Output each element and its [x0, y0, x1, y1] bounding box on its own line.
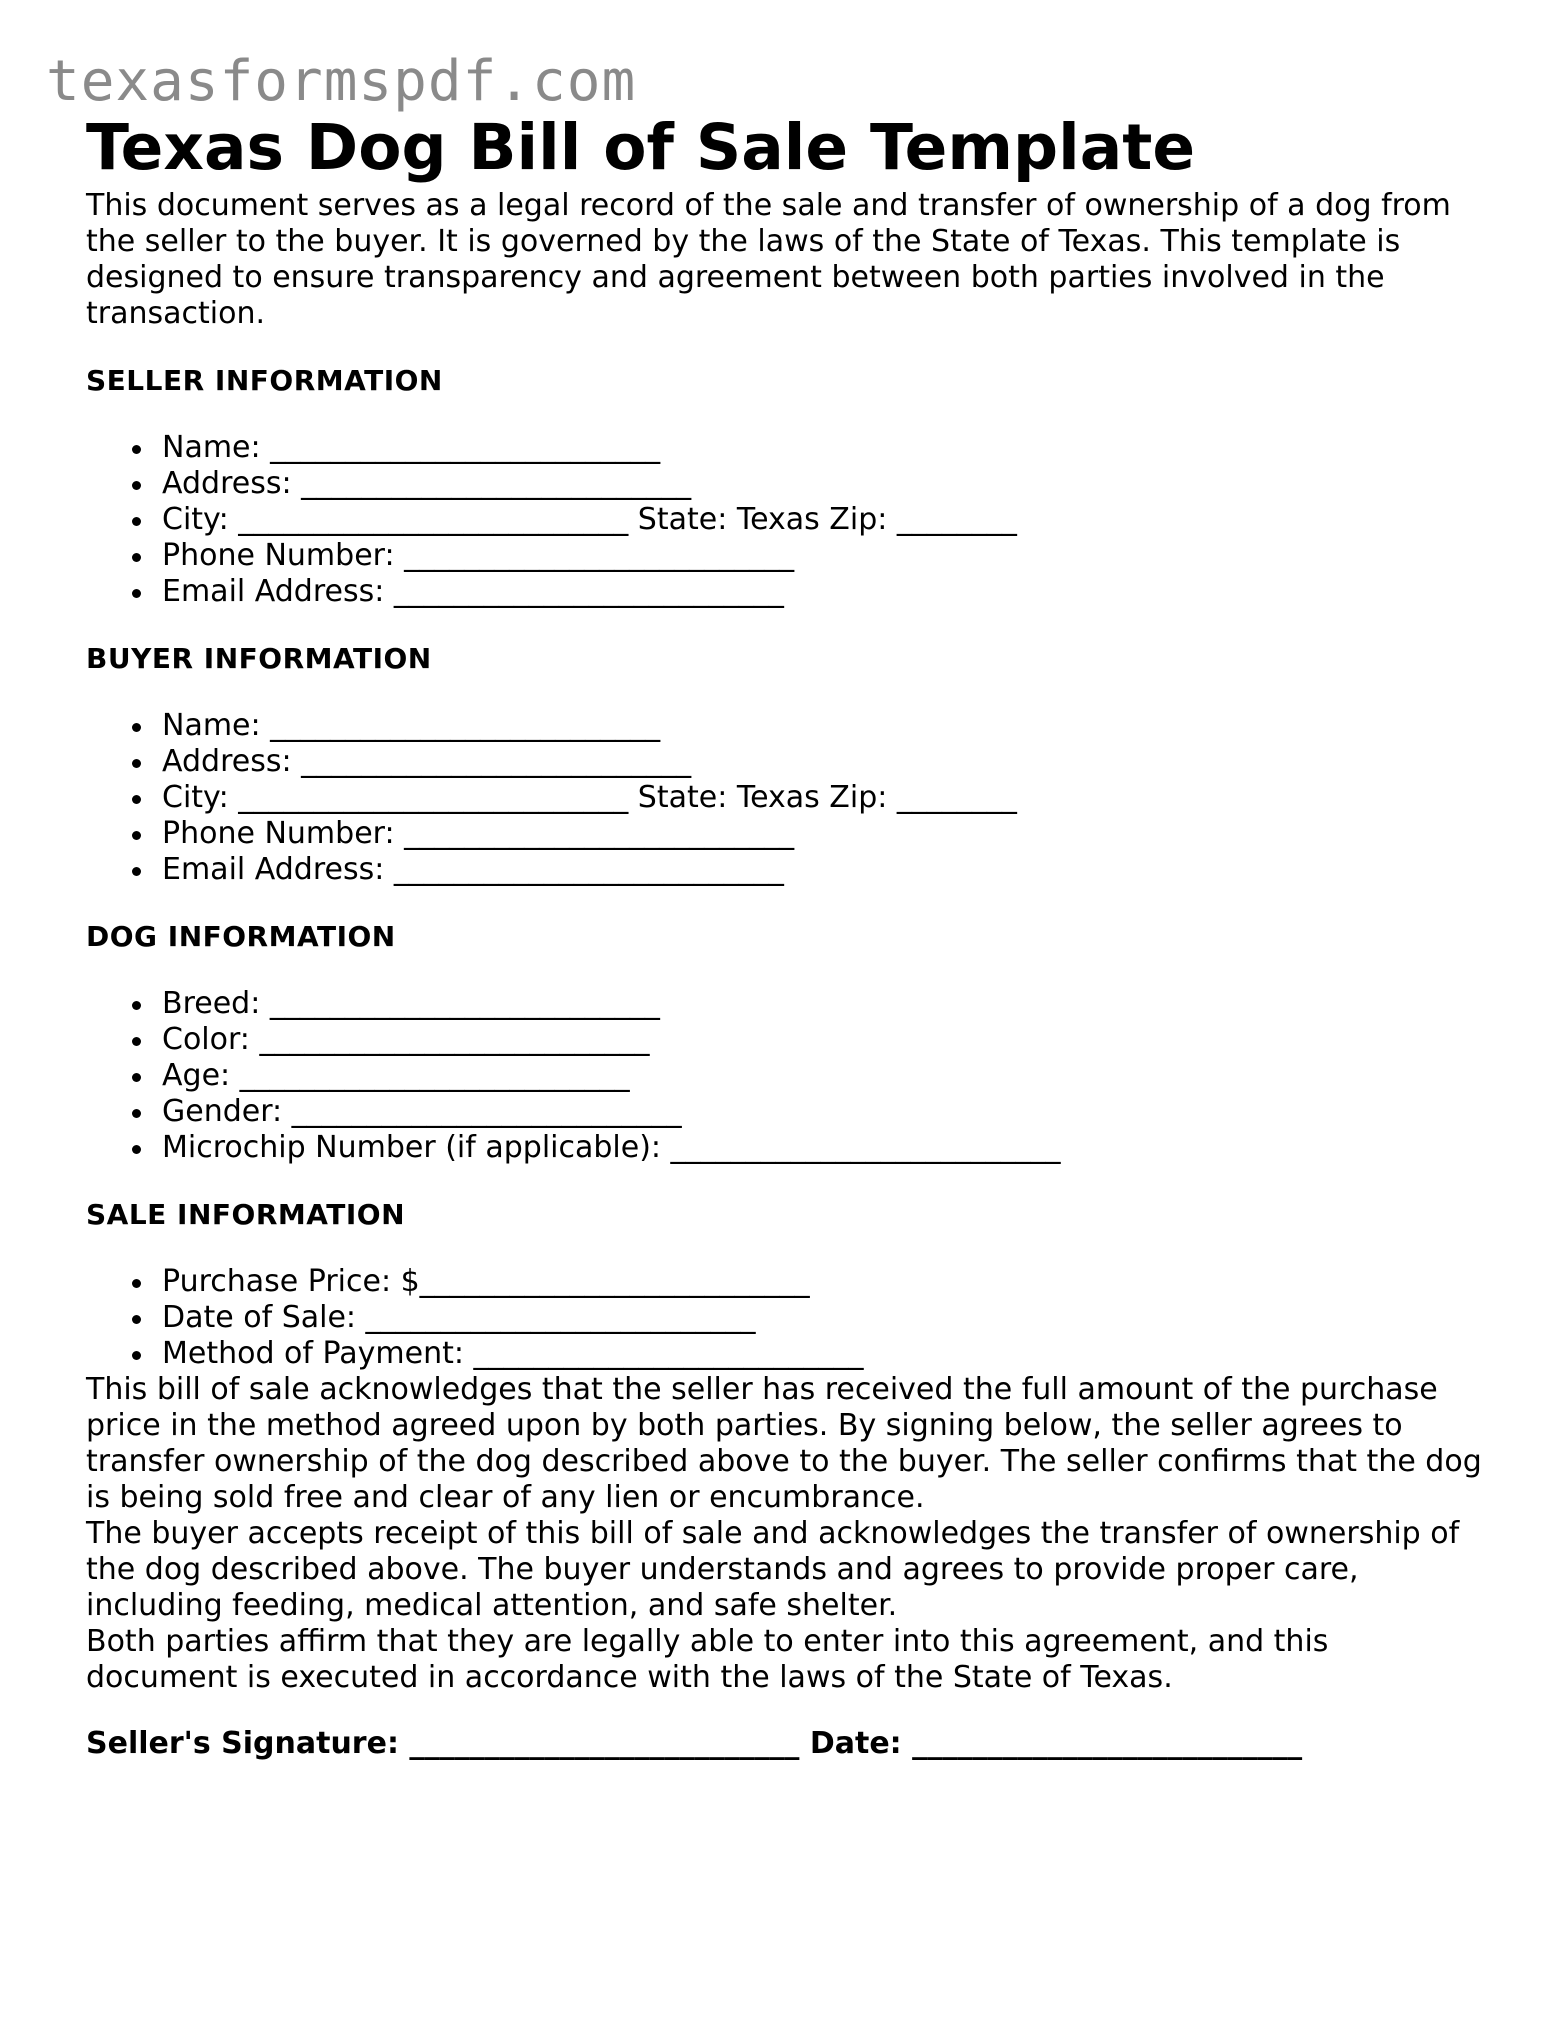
buyer-email-field[interactable]: Email Address: __________________________ — [162, 852, 1486, 888]
dog-age-field[interactable]: Age: __________________________ — [162, 1058, 1486, 1094]
payment-method-field[interactable]: Method of Payment: __________________________ — [162, 1336, 1486, 1372]
page-title: Texas Dog Bill of Sale Template — [86, 111, 1196, 184]
buyer-fields — [86, 708, 1486, 888]
seller-fields — [86, 430, 1486, 610]
dog-color-field[interactable]: Color: __________________________ — [162, 1022, 1486, 1058]
seller-email-field[interactable]: Email Address: __________________________ — [162, 574, 1486, 610]
dog-microchip-field[interactable]: Microchip Number (if applicable): __________________________ — [162, 1130, 1486, 1166]
seller-heading: SELLER INFORMATION — [86, 364, 443, 397]
seller-phone-field[interactable]: Phone Number: __________________________ — [162, 538, 1486, 574]
seller-city-field[interactable]: City: __________________________ State: Texas Zip: ________ — [162, 502, 1486, 538]
purchase-price-field[interactable]: Purchase Price: $__________________________ — [162, 1264, 1486, 1300]
sale-heading: SALE INFORMATION — [86, 1198, 406, 1231]
buyer-heading: BUYER INFORMATION — [86, 642, 432, 675]
buyer-address-field[interactable]: Address: __________________________ — [162, 744, 1486, 780]
seller-address-field[interactable]: Address: __________________________ — [162, 466, 1486, 502]
buyer-phone-field[interactable]: Phone Number: __________________________ — [162, 816, 1486, 852]
dog-gender-field[interactable]: Gender: __________________________ — [162, 1094, 1486, 1130]
dog-heading: DOG INFORMATION — [86, 920, 396, 953]
seller-name-field[interactable]: Name: __________________________ — [162, 430, 1486, 466]
intro-paragraph: This document serves as a legal record of the sale and transfer of ownership of a dog from the seller to the buyer. It is governed by the laws of the State of Texas. This template is designed to ensure transparency and agreement between both parties involved in the transaction. — [86, 188, 1451, 331]
date-of-sale-field[interactable]: Date of Sale: __________________________ — [162, 1300, 1486, 1336]
document-page — [86, 108, 1486, 1762]
affirmation-paragraph: Both parties affirm that they are legally able to enter into this agreement, and this document is executed in accordance with the laws of the State of Texas. — [86, 1624, 1329, 1695]
watermark: texasformspdf.com — [46, 49, 637, 114]
sale-fields — [86, 1264, 1486, 1372]
acknowledgment-paragraph: This bill of sale acknowledges that the seller has received the full amount of the purchase price in the method agreed upon by both parties. By signing below, the seller agrees to transfer ownership of the dog described above to the buyer. The seller confirms that the dog is being sold free and clear of any lien or encumbrance. — [86, 1372, 1482, 1515]
dog-breed-field[interactable]: Breed: __________________________ — [162, 986, 1486, 1022]
seller-signature-line[interactable]: Seller's Signature: __________________________ Date: __________________________ — [86, 1726, 1303, 1761]
dog-fields — [86, 986, 1486, 1166]
buyer-city-field[interactable]: City: __________________________ State: Texas Zip: ________ — [162, 780, 1486, 816]
buyer-acceptance-paragraph: The buyer accepts receipt of this bill of sale and acknowledges the transfer of ownership of the dog described above. The buyer understands and agrees to provide proper care, including feeding, medical attention, and safe shelter. — [86, 1516, 1460, 1623]
buyer-name-field[interactable]: Name: __________________________ — [162, 708, 1486, 744]
